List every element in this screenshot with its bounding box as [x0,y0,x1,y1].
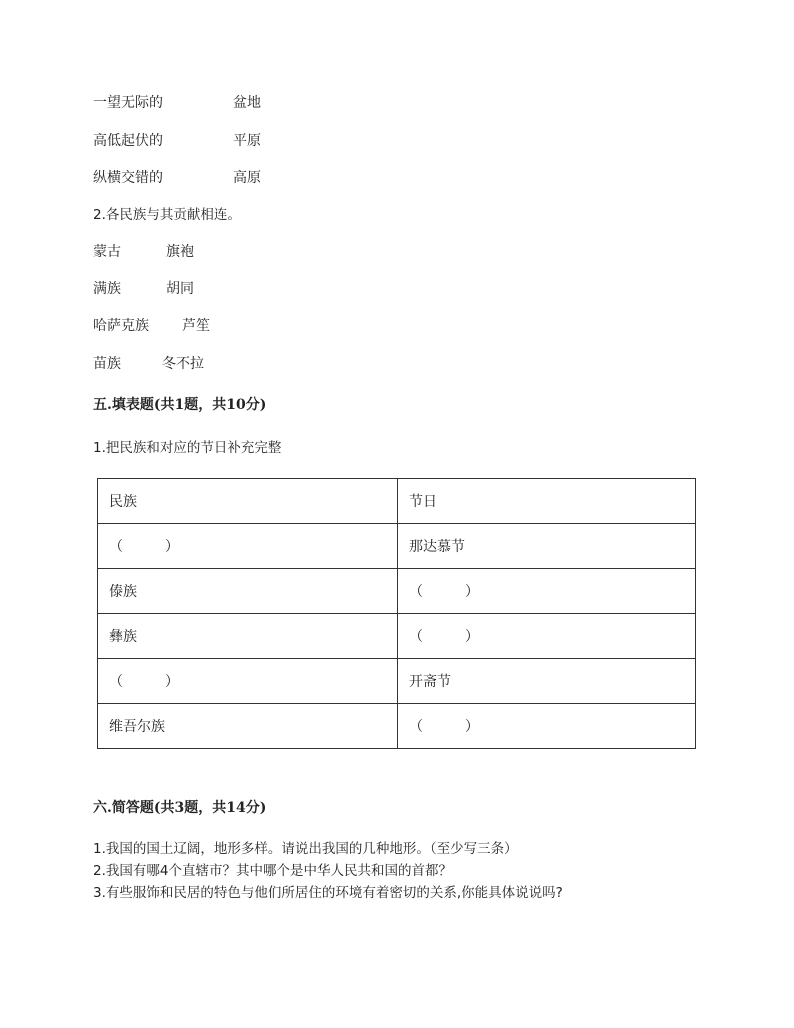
ethnic-right-3: 芦笙 [182,318,210,334]
table-cell-festival: 开斋节 [398,659,696,704]
ethnic-left-4: 苗族 [93,356,121,372]
section6-title: 六.简答题(共3题，共14分) [93,800,267,816]
table-row [98,704,696,749]
ethnic-left-3: 哈萨克族 [93,318,149,334]
table-header-row [98,479,696,524]
section6-q1: 1.我国的国土辽阔，地形多样。请说出我国的几种地形。（至少写三条） [93,841,518,857]
terrain-left-2: 高低起伏的 [93,133,163,149]
ethnic-right-4: 冬不拉 [162,356,204,372]
table-cell-ethnic: 维吾尔族 [98,704,398,749]
table-row [98,659,696,704]
table-cell-festival: （ ） [398,569,696,614]
festival-table [97,478,696,749]
terrain-right-1: 盆地 [233,95,261,111]
ethnic-right-2: 胡同 [166,281,194,297]
section5-q1: 1.把民族和对应的节日补充完整 [93,440,282,456]
section6-q3: 3.有些服饰和民居的特色与他们所居住的环境有着密切的关系,你能具体说说吗? [93,885,563,901]
table-row [98,569,696,614]
ethnic-right-1: 旗袍 [166,244,194,260]
table-header-ethnic: 民族 [98,479,398,524]
table-cell-ethnic: （ ） [98,659,398,704]
table-cell-festival: （ ） [398,704,696,749]
table-row [98,524,696,569]
section6-q2: 2.我国有哪4个直辖市？其中哪个是中华人民共和国的首都？ [93,863,452,879]
table-row [98,614,696,659]
q2-prompt: 2.各民族与其贡献相连。 [93,207,241,223]
terrain-left-3: 纵横交错的 [93,170,163,186]
terrain-left-1: 一望无际的 [93,95,163,111]
ethnic-left-2: 满族 [93,281,121,297]
table-header-festival: 节日 [398,479,696,524]
terrain-right-2: 平原 [233,133,261,149]
table-cell-ethnic: （ ） [98,524,398,569]
table-cell-ethnic: 傣族 [98,569,398,614]
terrain-right-3: 高原 [233,170,261,186]
table-cell-festival: （ ） [398,614,696,659]
table-cell-festival: 那达慕节 [398,524,696,569]
ethnic-left-1: 蒙古 [93,244,121,260]
section5-title: 五.填表题(共1题，共10分) [93,397,267,413]
table-cell-ethnic: 彝族 [98,614,398,659]
